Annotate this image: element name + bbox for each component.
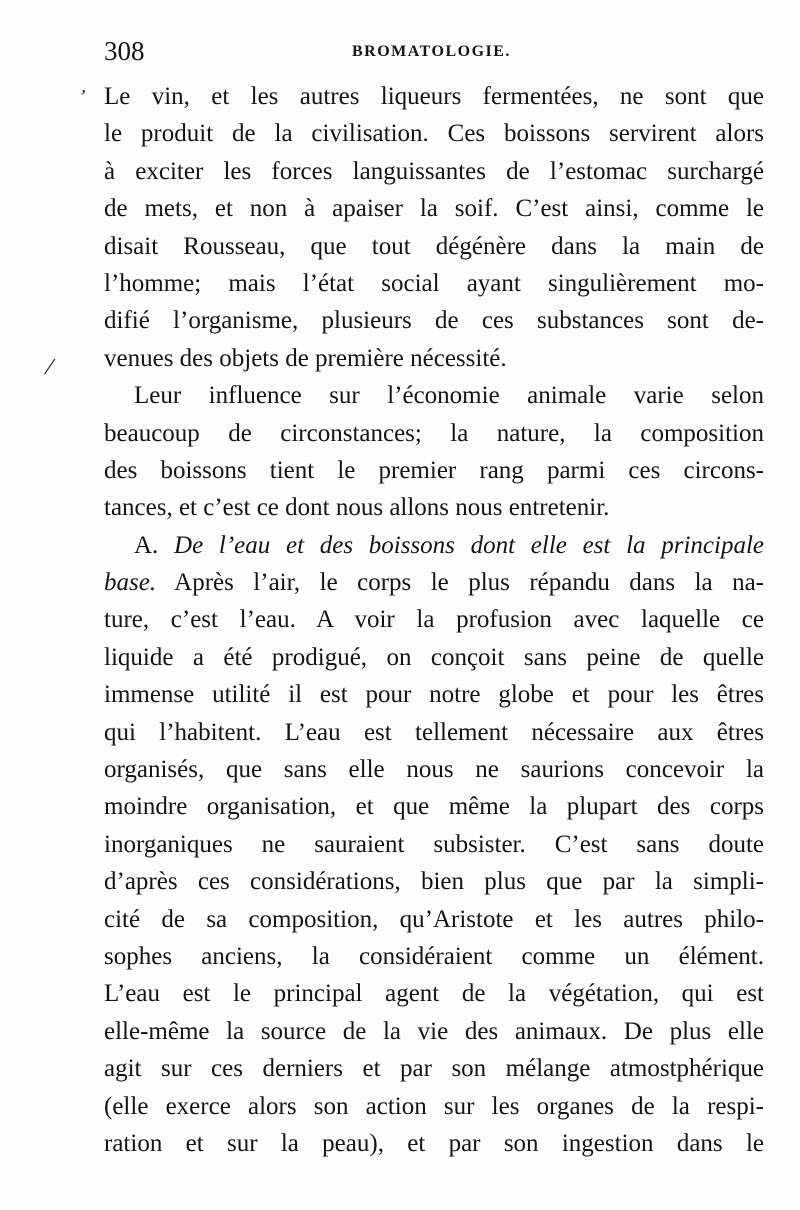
running-head: BROMATOLOGIE.: [352, 43, 511, 60]
text-line: ture, c’est l’eau. A voir la profusion avec laquelle ce: [104, 606, 764, 634]
section-title-end: base.: [104, 569, 157, 597]
text-line: de mets, et non à apaiser la soif. C’est ainsi, comme le: [104, 195, 764, 223]
text-line: à exciter les forces languissantes de l’estomac surchargé: [104, 157, 764, 185]
margin-pencil-mark: /: [42, 351, 57, 382]
text-line: base. Après l’air, le corps le plus répandu dans la na-: [104, 569, 764, 597]
section-title: De l’eau et des boissons dont elle est la principale: [174, 531, 764, 559]
text-line: disait Rousseau, que tout dégénère dans la main de: [104, 232, 764, 260]
text-line: agit sur ces derniers et par son mélange atmostphérique: [104, 1055, 764, 1083]
text-line: (elle exerce alors son action sur les organes de la respi-: [104, 1092, 764, 1120]
text-line: ration et sur la peau), et par son ingestion dans le: [104, 1129, 764, 1157]
section-heading-line: [104, 527, 764, 564]
body-text: [104, 78, 764, 1162]
text-line: des boissons tient le premier rang parmi ces circons-: [104, 456, 764, 484]
text-line: sophes anciens, la considéraient comme un élément.: [104, 942, 764, 970]
text-line: inorganiques ne sauraient subsister. C’est sans doute: [104, 830, 764, 858]
text-line: moindre organisation, et que même la plupart des corps: [104, 793, 764, 821]
text-line: elle-même la source de la vie des animaux. De plus elle: [104, 1017, 764, 1045]
text-line: tances, et c’est ce dont nous allons nous entretenir.: [104, 494, 610, 522]
text-line: qui l’habitent. L’eau est tellement nécessaire aux êtres: [104, 718, 764, 746]
text-line: d’après ces considérations, bien plus que par la simpli-: [104, 868, 764, 896]
text-line: difié l’organisme, plusieurs de ces substances sont de-: [104, 307, 764, 335]
text-line: l’homme; mais l’état social ayant singulièrement mo-: [104, 269, 764, 297]
text-line: immense utilité il est pour notre globe et pour les êtres: [104, 681, 764, 709]
page-header: [104, 36, 764, 66]
text-line: Leur influence sur l’économie animale varie selon: [134, 382, 764, 410]
text-line: liquide a été prodigué, on conçoit sans peine de quelle: [104, 643, 764, 671]
text-line: le produit de la civilisation. Ces boissons servirent alors: [104, 120, 764, 148]
section-letter: A.: [134, 531, 175, 559]
text-line: venues des objets de première nécessité.: [104, 344, 507, 372]
text-line: cité de sa composition, qu’Aristote et les autres philo-: [104, 905, 764, 933]
margin-pencil-mark: ʼ: [74, 85, 89, 109]
text-line: L’eau est le principal agent de la végétation, qui est: [104, 980, 764, 1008]
text-line: beaucoup de circonstances; la nature, la composition: [104, 419, 764, 447]
page-number: 308: [104, 36, 145, 66]
text-line: organisés, que sans elle nous ne saurions concevoir la: [104, 756, 764, 784]
text-line: Le vin, et les autres liqueurs fermentées, ne sont que: [104, 83, 764, 110]
